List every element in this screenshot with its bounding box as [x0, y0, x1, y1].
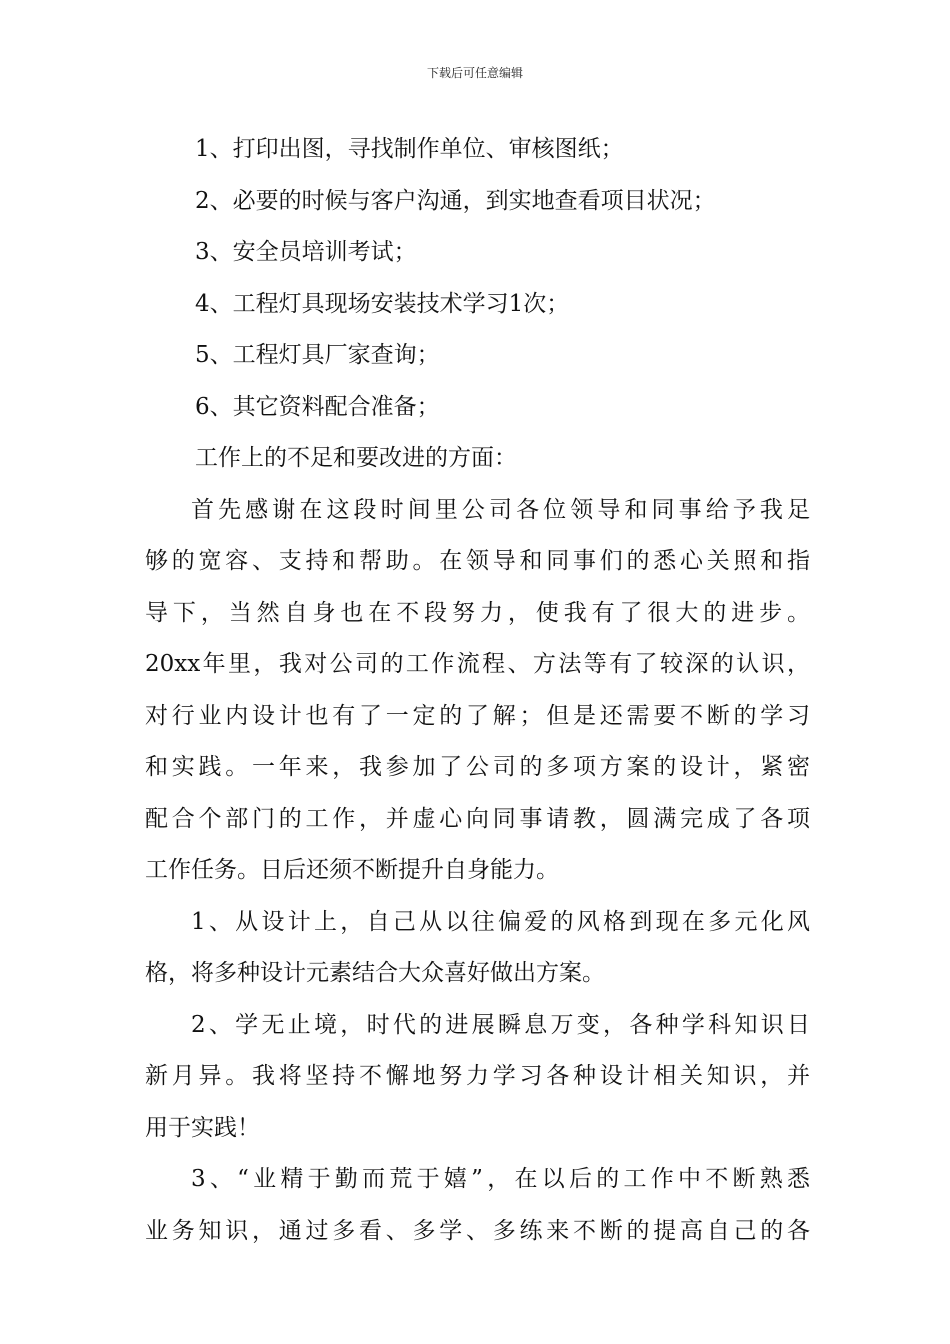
paragraph-line: 格，将多种设计元素结合大众喜好做出方案。 — [145, 960, 605, 986]
paragraph-line: 配合个部门的工作，并虚心向同事请教，圆满完成了各项 — [145, 805, 810, 832]
list-item: 3、安全员培训考试； — [195, 239, 417, 265]
list-item: 2、必要的时候与客户沟通，到实地查看项目状况； — [195, 187, 716, 214]
paragraph-line: 3、“业精于勤而荒于嬉”，在以后的工作中不断熟悉 — [191, 1166, 810, 1192]
paragraph-line: 对行业内设计也有了一定的了解；但是还需要不断的学习 — [145, 702, 810, 729]
paragraph-line: 导下，当然自身也在不段努力，使我有了很大的进步。 — [145, 599, 810, 626]
paragraph-line: 业务知识，通过多看、多学、多练来不断的提高自己的各 — [145, 1217, 810, 1244]
paragraph-line: 够的宽容、支持和帮助。在领导和同事们的悉心关照和指 — [145, 548, 810, 574]
paragraph-line: 工作任务。日后还须不断提升自身能力。 — [145, 857, 559, 883]
section-heading: 工作上的不足和要改进的方面： — [195, 445, 517, 471]
paragraph-line: 20xx年里，我对公司的工作流程、方法等有了较深的认识， — [145, 651, 810, 677]
list-item: 4、工程灯具现场安装技术学习1次； — [195, 290, 570, 317]
paragraph-line: 用于实践！ — [145, 1114, 260, 1141]
paragraph-line: 新月异。我将坚持不懈地努力学习各种设计相关知识，并 — [145, 1063, 810, 1089]
page-header-note: 下载后可任意编辑 — [426, 66, 523, 80]
paragraph-point-2 — [145, 1000, 810, 1155]
paragraph-line: 2、学无止境，时代的进展瞬息万变，各种学科知识日 — [191, 1011, 810, 1038]
paragraph-line: 和实践。一年来，我参加了公司的多项方案的设计，紧密 — [145, 754, 810, 780]
paragraph-point-3 — [145, 1154, 810, 1257]
paragraph-line: 1、从设计上，自己从以往偏爱的风格到现在多元化风 — [191, 908, 810, 935]
document-body — [145, 124, 810, 1257]
paragraph-line: 首先感谢在这段时间里公司各位领导和同事给予我足 — [191, 496, 810, 523]
paragraph-point-1 — [145, 897, 810, 1000]
list-item: 1、打印出图，寻找制作单位、审核图纸； — [195, 136, 624, 162]
paragraph-thanks — [145, 485, 810, 897]
list-item: 6、其它资料配合准备； — [195, 393, 440, 420]
list-item: 5、工程灯具厂家查询； — [195, 342, 440, 368]
